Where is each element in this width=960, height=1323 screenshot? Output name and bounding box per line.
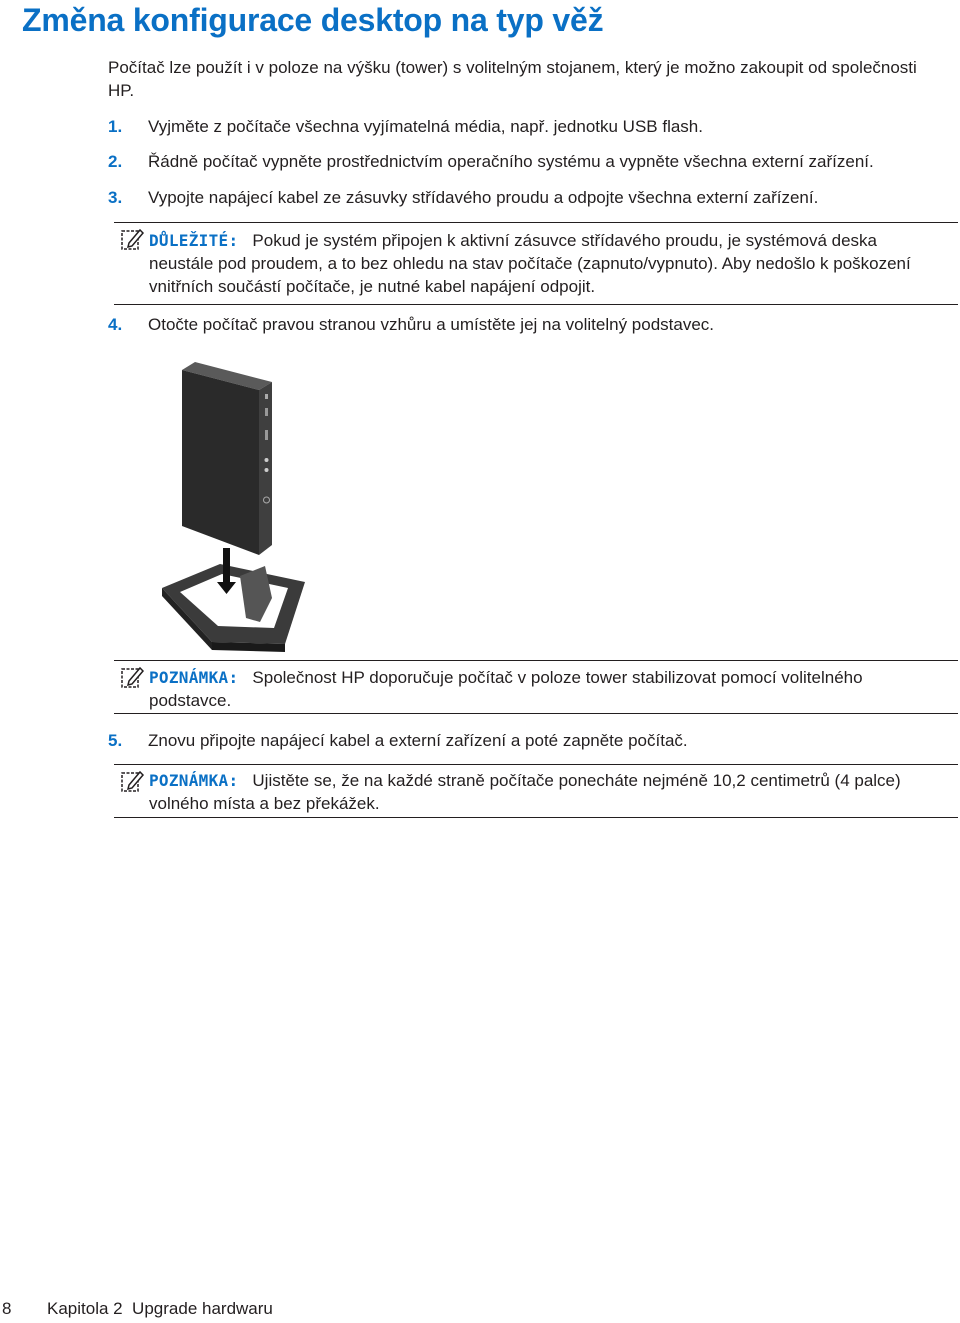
step-number: 1. bbox=[108, 117, 123, 136]
step-text: Znovu připojte napájecí kabel a externí zařízení a poté zapněte počítač. bbox=[148, 731, 688, 750]
important-body bbox=[149, 229, 919, 298]
important-box bbox=[114, 222, 958, 305]
step-number: 4. bbox=[108, 315, 123, 334]
step-text: Řádně počítač vypněte prostřednictvím operačního systému a vypněte všechna externí zařízení. bbox=[148, 152, 874, 171]
important-text: Pokud je systém připojen k aktivní zásuvce střídavého proudu, je systémová deska neustále pod proudem, a to bez ohledu na stav počítače (zapnuto/vypnuto). Aby nedošlo k poškození vnitřních součástí počítače, je nutné kabel napájení odpojit. bbox=[149, 231, 911, 296]
note-box-1 bbox=[114, 660, 958, 714]
note-pencil-icon bbox=[120, 665, 144, 689]
intro-paragraph: Počítač lze použít i v poloze na výšku (tower) s volitelným stojanem, který je možno zakoupit od společnosti HP. bbox=[108, 58, 917, 100]
note-text-1: Společnost HP doporučuje počítač v poloze tower stabilizovat pomocí volitelného podstavce. bbox=[149, 668, 863, 710]
note-body-1 bbox=[149, 666, 919, 712]
step-number: 2. bbox=[108, 152, 123, 171]
note-text-2: Ujistěte se, že na každé straně počítače ponecháte nejméně 10,2 centimetrů (4 palce) volného místa a bez překážek. bbox=[149, 771, 901, 813]
note-body-2 bbox=[149, 769, 919, 815]
step-text: Vypojte napájecí kabel ze zásuvky střídavého proudu a odpojte všechna externí zařízení. bbox=[148, 188, 819, 207]
step-text: Vyjměte z počítače všechna vyjímatelná média, např. jednotku USB flash. bbox=[148, 117, 703, 136]
step-number: 5. bbox=[108, 731, 123, 750]
note-label-1: POZNÁMKA: bbox=[149, 668, 239, 687]
note-box-2 bbox=[114, 764, 958, 818]
note-pencil-icon bbox=[120, 769, 144, 793]
step-text: Otočte počítač pravou stranou vzhůru a umístěte jej na volitelný podstavec. bbox=[148, 315, 715, 334]
chapter-title: Kapitola 2 Upgrade hardwaru bbox=[47, 1299, 273, 1318]
note-pencil-icon bbox=[120, 227, 144, 251]
note-label-2: POZNÁMKA: bbox=[149, 771, 239, 790]
page-number: 8 bbox=[2, 1299, 12, 1318]
tower-stand-illustration bbox=[160, 360, 460, 660]
step-number: 3. bbox=[108, 188, 123, 207]
page-title: Změna konfigurace desktop na typ věž bbox=[22, 2, 604, 38]
important-label: DŮLEŽITÉ: bbox=[149, 231, 239, 250]
